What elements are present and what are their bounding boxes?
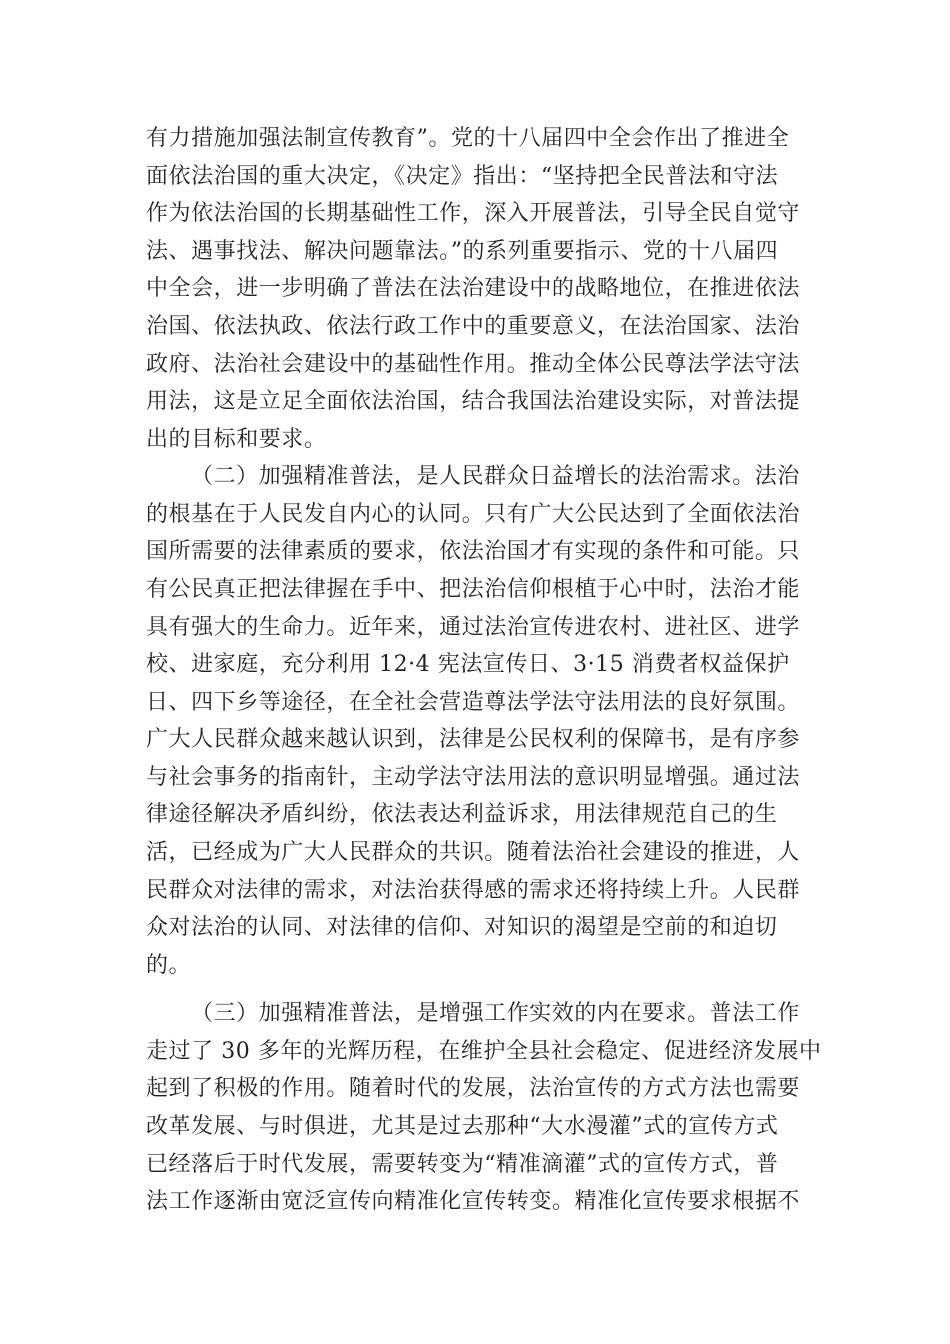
text-line: 民群众对法律的需求，对法治获得感的需求还将持续上升。人民群	[146, 878, 800, 903]
text-line: 与社会事务的指南针，主动学法守法用法的意识明显增强。通过法	[146, 765, 800, 790]
text-line: 的根基在于人民发自内心的认同。只有广大公民达到了全面依法治	[146, 502, 800, 527]
text-line: 国所需要的法律素质的要求，依法治国才有实现的条件和可能。只	[146, 539, 800, 564]
text-line: 改革发展、与时俱进，尤其是过去那种“大水漫灌”式的宣传方式	[146, 1114, 779, 1139]
text-line: 有公民真正把法律握在手中、把法治信仰根植于心中时，法治才能	[146, 577, 800, 602]
text-line: 走过了 30 多年的光辉历程，在维护全县社会稳定、促进经济发展中	[146, 1039, 822, 1064]
text-line: 政府、法治社会建设中的基础性作用。推动全体公民尊法学法守法	[146, 352, 800, 377]
text-line: 有力措施加强法制宣传教育”。党的十八届四中全会作出了推进全	[146, 126, 790, 151]
text-line: 已经落后于时代发展，需要转变为“精准滴灌”式的宣传方式，普	[146, 1152, 779, 1177]
text-line: 活，已经成为广大人民群众的共识。随着法治社会建设的推进，人	[146, 840, 800, 865]
text-line: 中全会，进一步明确了普法在法治建设中的战略地位，在推进依法	[146, 276, 800, 301]
text-line: 用法，这是立足全面依法治国，结合我国法治建设实际，对普法提	[146, 389, 800, 414]
text-line: 具有强大的生命力。近年来，通过法治宣传进农村、进社区、进学	[146, 615, 800, 640]
text-line: 面依法治国的重大决定，《决定》指出：“坚持把全民普法和守法	[146, 164, 779, 189]
text-line: 校、进家庭，充分利用 12·4 宪法宣传日、3·15 消费者权益保护	[146, 652, 790, 677]
text-line: 作为依法治国的长期基础性工作，深入开展普法，引导全民自觉守	[146, 201, 800, 226]
text-line: 众对法治的认同、对法律的信仰、对知识的渴望是空前的和迫切	[146, 915, 778, 940]
text-line: 的。	[146, 953, 192, 978]
text-line: 法工作逐渐由宽泛宣传向精准化宣传转变。精准化宣传要求根据不	[146, 1189, 800, 1214]
paragraph-heading-3: （三）加强精准普法，是增强工作实效的内在要求。普法工作	[191, 1001, 800, 1026]
text-line: 出的目标和要求。	[146, 427, 327, 452]
text-line: 律途径解决矛盾纠纷，依法表达利益诉求，用法律规范自己的生	[146, 802, 778, 827]
text-line: 日、四下乡等途径，在全社会营造尊法学法守法用法的良好氛围。	[146, 690, 800, 715]
text-line: 法、遇事找法、解决问题靠法。”的系列重要指示、党的十八届四	[146, 239, 779, 264]
text-line: 治国、依法执政、依法行政工作中的重要意义，在法治国家、法治	[146, 314, 800, 339]
paragraph-heading-2: （二）加强精准普法，是人民群众日益增长的法治需求。法治	[191, 464, 800, 489]
text-line: 广大人民群众越来越认识到，法律是公民权利的保障书，是有序参	[146, 727, 800, 752]
text-line: 起到了积极的作用。随着时代的发展，法治宣传的方式方法也需要	[146, 1076, 800, 1101]
